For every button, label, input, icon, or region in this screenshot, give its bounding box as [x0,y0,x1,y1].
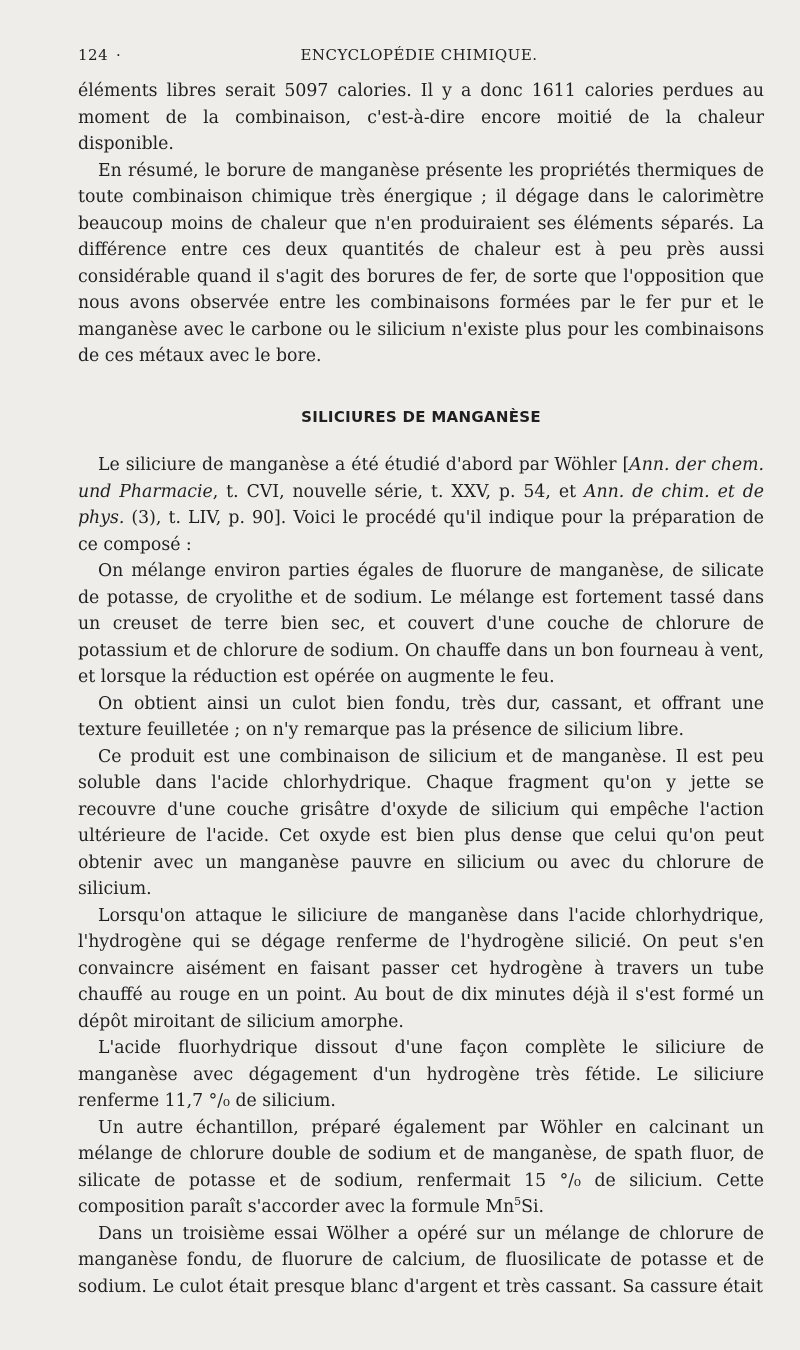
paragraph: On mélange environ parties égales de fluorure de manganèse, de silicate de potasse, de cryolithe et de sodium. Le mélange est fortement tassé dans un creuset de terre bien sec, et couvert d'une couche de chlorure de potassium et de chlorure de sodium. On chauffe dans un bon fourneau à vent, et lorsque la réduction est opérée on augmente le feu. [78,561,764,687]
intro-text-1: Le siliciure de manganèse a été étudié d'abord par Wöhler [ [98,455,630,475]
formula-superscript: 5 [514,1195,522,1209]
citation-1: Ann. der chem. und Pharmacie [78,455,764,502]
page-number: 124 [78,46,109,64]
paragraph: En résumé, le borure de manganèse présente les propriétés thermiques de toute combinaison chimique très énergique ; il dégage dans le calorimètre beaucoup moins de chaleur que n'en produiraient ses éléments séparés. La différence entre ces deux quantités de chaleur est à peu près aussi considérable quand il s'agit des borures de fer, de sorte que l'opposition que nous avons observée entre les combinaisons formées par le fer pur et le manganèse avec le carbone ou le silicium n'existe plus pour les combinaisons de ces métaux avec le bore. [78,160,764,366]
paragraph: On obtient ainsi un culot bien fondu, très dur, cassant, et offrant une texture feuilletée ; on n'y remarque pas la présence de silicium libre. [78,693,764,740]
intro-text-3: (3), t. LIV, p. 90]. Voici le procédé qu'il indique pour la préparation de ce composé : [78,508,764,555]
page-body [78,78,764,1300]
formula-text: Un autre échantillon, préparé également par Wöhler en calcinant un mélange de chlorure double de sodium et de manganèse, de spath fluor, de silicate de potasse et de sodium, renfermait 15 °/₀ de silicium. Cette composition paraît s'accorder avec la formule Mn [78,1117,764,1217]
paragraph: L'acide fluorhydrique dissout d'une façon complète le siliciure de manganèse avec dégagement d'un hydrogène très fétide. Le siliciure renferme 11,7 °/₀ de silicium. [78,1038,764,1111]
paragraph: Lorsqu'on attaque le siliciure de manganèse dans l'acide chlorhydrique, l'hydrogène qui se dégage renferme de l'hydrogène silicié. On peut s'en convaincre aisément en faisant passer cet hydrogène à travers un tube chauffé au rouge en un point. Au bout de dix minutes déjà il s'est formé un dépôt miroitant de silicium amorphe. [78,905,764,1032]
paragraph-intro [78,452,764,558]
paragraph: éléments libres serait 5097 calories. Il y a donc 1611 calories perdues au moment de la combinaison, c'est-à-dire encore moitié de la chaleur disponible. [78,81,764,154]
section-title: SILICIURES DE MANGANÈSE [301,407,541,426]
paragraph: Dans un troisième essai Wölher a opéré sur un mélange de chlorure de manganèse fondu, de fluorure de calcium, de fluosilicate de potasse et de sodium. Le culot était presque blanc d'argent et très cassant. Sa cassure était [78,1223,764,1297]
paragraph: Ce produit est une combinaison de silicium et de manganèse. Il est peu soluble dans l'acide chlorhydrique. Chaque fragment qu'on y jette se recouvre d'une couche grisâtre d'oxyde de silicium qui empêche l'action ultérieure de l'acide. Cet oxyde est bien plus dense que celui qu'on peut obtenir avec un manganèse pauvre en silicium ou avec du chlorure de silicium. [78,746,764,899]
intro-text-2: , t. CVI, nouvelle série, t. XXV, p. 54, et [212,481,584,502]
paragraph-formula [78,1115,764,1221]
citation-2: Ann. de chim. et de phys. [78,481,765,528]
page-header [78,46,760,70]
header-separator: · [116,46,122,64]
running-title: ENCYCLOPÉDIE CHIMIQUE. [300,46,538,64]
formula-end: Si. [521,1197,545,1217]
